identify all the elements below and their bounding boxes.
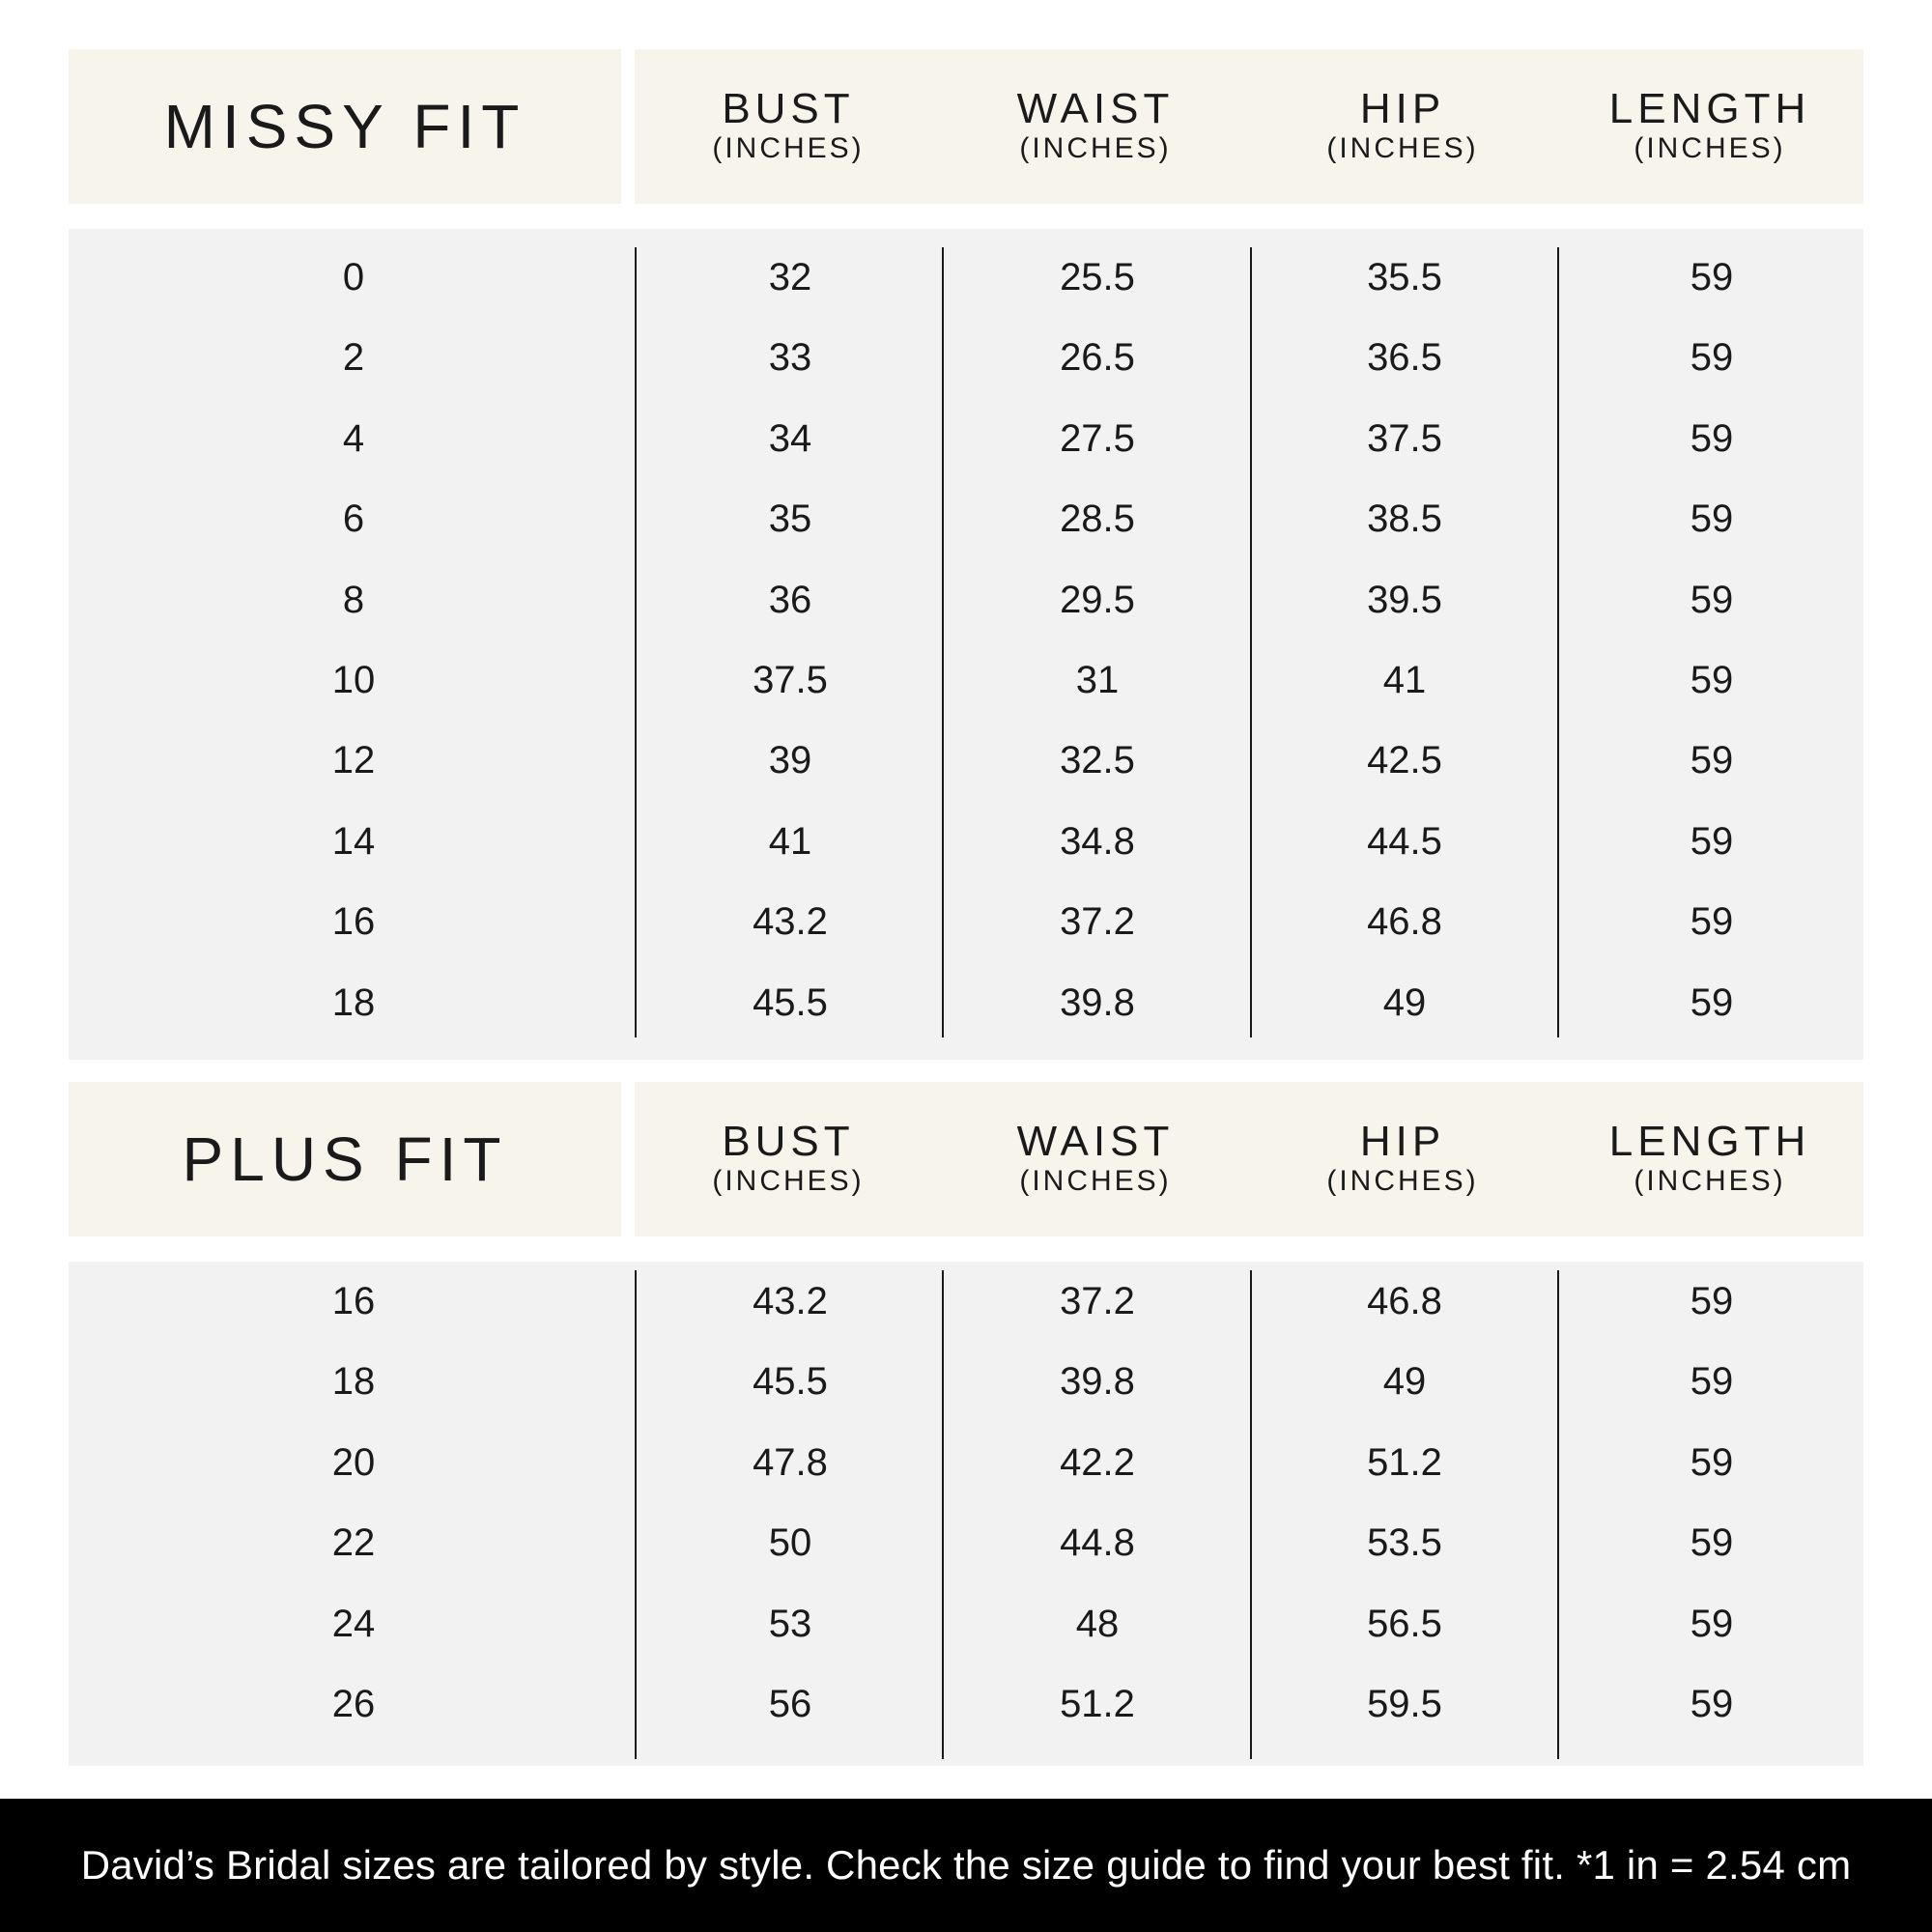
size-cell: 16: [331, 1280, 376, 1322]
length-cell: 59: [1690, 416, 1734, 460]
size-cell: 20: [331, 1440, 376, 1484]
length-cell: 59: [1690, 497, 1734, 541]
length-cell: 59: [1690, 980, 1734, 1024]
bust-cell: 39: [768, 739, 812, 782]
size-cell: 2: [342, 336, 365, 380]
column-unit: (INCHES): [1326, 1165, 1479, 1197]
table-row: [69, 1342, 1863, 1422]
length-cell: 59: [1690, 819, 1734, 863]
hip-cell: 56.5: [1367, 1602, 1442, 1645]
table-row: [69, 318, 1863, 398]
length-cell: 59: [1690, 900, 1734, 944]
plus-fit-table: [69, 1082, 1863, 1766]
waist-cell: 39.8: [1060, 1360, 1135, 1404]
waist-cell: 32.5: [1060, 739, 1135, 782]
waist-cell: 42.2: [1060, 1440, 1135, 1484]
bust-cell: 45.5: [753, 1360, 828, 1404]
bust-cell: 32: [768, 256, 812, 298]
column-unit: (INCHES): [1019, 1165, 1172, 1197]
plus-fit-title: PLUS FIT: [69, 1082, 621, 1236]
bust-cell: 56: [768, 1683, 812, 1725]
bust-cell: 37.5: [753, 659, 828, 701]
hip-cell: 49: [1382, 1360, 1427, 1404]
hip-cell: 42.5: [1367, 739, 1442, 782]
size-cell: 14: [331, 819, 376, 863]
length-cell: 59: [1690, 256, 1734, 298]
size-cell: 12: [331, 739, 376, 782]
bust-cell: 35: [768, 497, 812, 541]
table-row: [69, 1423, 1863, 1503]
size-cell: 22: [331, 1521, 376, 1565]
length-cell: 59: [1690, 1280, 1734, 1322]
hip-cell: 49: [1382, 980, 1427, 1024]
column-header-bust: [635, 1082, 942, 1236]
hip-cell: 46.8: [1367, 900, 1442, 944]
table-row: [69, 882, 1863, 962]
bust-cell: 50: [768, 1521, 812, 1565]
plus-fit-header: [69, 1082, 1863, 1236]
length-cell: 59: [1690, 1521, 1734, 1565]
bust-cell: 34: [768, 416, 812, 460]
column-name: WAIST: [1016, 85, 1175, 132]
size-cell: 8: [342, 578, 365, 621]
column-name: BUST: [722, 85, 855, 132]
column-header-hip: [1249, 49, 1556, 204]
missy-fit-table: [69, 49, 1863, 1060]
missy-fit-column-headers: [635, 49, 1863, 204]
hip-cell: 36.5: [1367, 336, 1442, 380]
column-header-length: [1556, 49, 1863, 204]
column-name: WAIST: [1016, 1118, 1175, 1165]
size-cell: 4: [342, 416, 365, 460]
column-name: LENGTH: [1608, 85, 1811, 132]
bust-cell: 45.5: [753, 980, 828, 1024]
bust-cell: 36: [768, 578, 812, 621]
size-cell: 0: [342, 256, 365, 298]
waist-cell: 34.8: [1060, 819, 1135, 863]
column-header-hip: [1249, 1082, 1556, 1236]
bust-cell: 43.2: [753, 1280, 828, 1322]
table-row: [69, 238, 1863, 318]
hip-cell: 44.5: [1367, 819, 1442, 863]
table-row: [69, 1503, 1863, 1583]
missy-fit-header: [69, 49, 1863, 204]
length-cell: 59: [1690, 1683, 1734, 1725]
hip-cell: 59.5: [1367, 1683, 1442, 1725]
hip-cell: 39.5: [1367, 578, 1442, 621]
waist-cell: 37.2: [1060, 1280, 1135, 1322]
table-row: [69, 1664, 1863, 1745]
table-row: [69, 399, 1863, 479]
size-cell: 18: [331, 980, 376, 1024]
table-row: [69, 802, 1863, 882]
hip-cell: 46.8: [1367, 1280, 1442, 1322]
length-cell: 59: [1690, 739, 1734, 782]
column-unit: (INCHES): [712, 1165, 865, 1197]
waist-cell: 28.5: [1060, 497, 1135, 541]
table-row: [69, 1262, 1863, 1342]
column-header-length: [1556, 1082, 1863, 1236]
length-cell: 59: [1690, 1602, 1734, 1645]
column-header-waist: [942, 1082, 1249, 1236]
column-name: LENGTH: [1608, 1118, 1811, 1165]
bust-cell: 53: [768, 1602, 812, 1645]
length-cell: 59: [1690, 659, 1734, 701]
length-cell: 59: [1690, 1360, 1734, 1404]
bust-cell: 47.8: [753, 1440, 828, 1484]
size-cell: 24: [331, 1602, 376, 1645]
column-header-waist: [942, 49, 1249, 204]
waist-cell: 44.8: [1060, 1521, 1135, 1565]
waist-cell: 25.5: [1060, 256, 1135, 298]
waist-cell: 31: [1075, 659, 1120, 701]
column-name: HIP: [1359, 1118, 1446, 1165]
length-cell: 59: [1690, 1440, 1734, 1484]
table-row: [69, 963, 1863, 1043]
hip-cell: 37.5: [1367, 416, 1442, 460]
table-row: [69, 721, 1863, 801]
size-cell: 6: [342, 497, 365, 541]
length-cell: 59: [1690, 336, 1734, 380]
waist-cell: 29.5: [1060, 578, 1135, 621]
size-cell: 26: [331, 1683, 376, 1725]
column-name: BUST: [722, 1118, 855, 1165]
plus-fit-column-headers: [635, 1082, 1863, 1236]
length-cell: 59: [1690, 578, 1734, 621]
hip-cell: 38.5: [1367, 497, 1442, 541]
column-unit: (INCHES): [712, 132, 865, 164]
table-row: [69, 1584, 1863, 1664]
size-cell: 16: [331, 900, 376, 944]
bust-cell: 43.2: [753, 900, 828, 944]
table-row: [69, 640, 1863, 721]
waist-cell: 26.5: [1060, 336, 1135, 380]
footer-note: David’s Bridal sizes are tailored by style. Check the size guide to find your best fit. *1 in = 2.54 cm: [0, 1799, 1932, 1932]
waist-cell: 37.2: [1060, 900, 1135, 944]
column-unit: (INCHES): [1634, 132, 1786, 164]
column-header-bust: [635, 49, 942, 204]
table-row: [69, 560, 1863, 640]
column-unit: (INCHES): [1019, 132, 1172, 164]
waist-cell: 48: [1075, 1602, 1120, 1645]
waist-cell: 39.8: [1060, 980, 1135, 1024]
size-cell: 10: [331, 659, 376, 701]
waist-cell: 27.5: [1060, 416, 1135, 460]
hip-cell: 51.2: [1367, 1440, 1442, 1484]
hip-cell: 41: [1382, 659, 1427, 701]
bust-cell: 33: [768, 336, 812, 380]
plus-fit-body: [69, 1262, 1863, 1766]
table-row: [69, 479, 1863, 559]
hip-cell: 53.5: [1367, 1521, 1442, 1565]
missy-fit-body: [69, 229, 1863, 1060]
column-name: HIP: [1359, 85, 1446, 132]
waist-cell: 51.2: [1060, 1683, 1135, 1725]
column-unit: (INCHES): [1326, 132, 1479, 164]
hip-cell: 35.5: [1367, 256, 1442, 298]
column-unit: (INCHES): [1634, 1165, 1786, 1197]
missy-fit-title: MISSY FIT: [69, 49, 621, 204]
size-cell: 18: [331, 1360, 376, 1404]
bust-cell: 41: [768, 819, 812, 863]
